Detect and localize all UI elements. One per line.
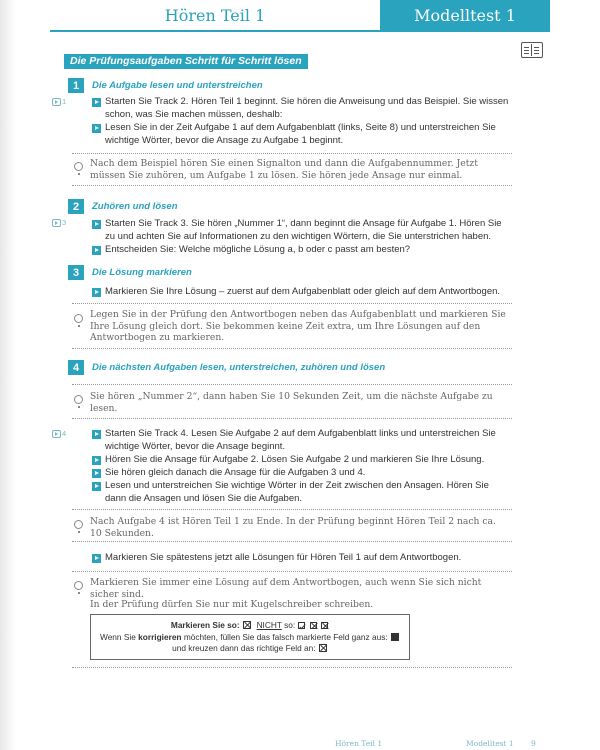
filled-box-icon <box>391 633 399 641</box>
divider <box>72 571 512 572</box>
divider <box>72 418 512 419</box>
divider <box>72 509 512 510</box>
book-icon <box>521 42 543 58</box>
list-item: Starten Sie Track 2. Hören Teil 1 beginnt. Sie hören die Anweisung und das Beispiel. Sie wissen schon, was Sie machen müssen, deshalb: <box>92 96 510 121</box>
arrow-bullet-icon <box>92 288 101 297</box>
divider <box>72 153 512 154</box>
arrow-bullet-icon <box>92 220 101 229</box>
footer-test: Modelltest 1 <box>466 739 514 748</box>
header-test-title: Modelltest 1 <box>414 6 516 25</box>
arrow-bullet-icon <box>92 482 101 491</box>
list-item: Markieren Sie spätestens jetzt alle Lösungen für Hören Teil 1 auf dem Antwortbogen. <box>92 552 510 565</box>
crossed-box-icon <box>310 622 317 629</box>
step-title: Die nächsten Aufgaben lesen, unterstreichen, zuhören und lösen <box>92 362 386 373</box>
arrow-bullet-icon <box>92 469 101 478</box>
divider <box>72 384 512 385</box>
tip-icon <box>74 395 83 404</box>
audio-track-icon: 3 <box>52 219 66 229</box>
divider <box>72 185 512 186</box>
list-item: Sie hören gleich danach die Ansage für die Aufgaben 3 und 4. <box>92 467 510 480</box>
list-item: Markieren Sie Ihre Lösung – zuerst auf dem Aufgabenblatt oder gleich auf dem Antwortbogen. <box>92 286 510 299</box>
step-number: 4 <box>68 360 84 375</box>
header-section-title: Hören Teil 1 <box>164 6 266 25</box>
arrow-bullet-icon <box>92 456 101 465</box>
header-left <box>50 0 380 32</box>
step-3-heading <box>68 265 192 280</box>
arrow-bullet-icon <box>92 554 101 563</box>
tip-icon <box>74 520 83 529</box>
legend-line-1: Markieren Sie so: NICHT so: <box>91 620 409 632</box>
divider <box>72 667 512 668</box>
list-item: Hören Sie die Ansage für Aufgabe 2. Lösen Sie Aufgabe 2 und markieren Sie Ihre Lösung. <box>92 454 510 467</box>
small-cross-box-icon <box>321 622 328 629</box>
arrow-bullet-icon <box>92 98 101 107</box>
step-number: 1 <box>68 78 84 93</box>
tip-text: Markieren Sie immer eine Lösung auf dem Antwortbogen, auch wenn Sie sich nicht sicher sind. <box>90 577 482 600</box>
ticked-box-icon <box>298 622 305 629</box>
list-item: Lesen Sie in der Zeit Aufgabe 1 auf dem Aufgabenblatt (links, Seite 8) und unterstreichen Sie wichtige Wörter, bevor die Ansage zu Aufgabe 1 beginnt. <box>92 122 510 147</box>
arrow-bullet-icon <box>92 246 101 255</box>
crossed-box-icon <box>319 644 327 652</box>
step-title: Die Aufgabe lesen und unterstreichen <box>92 80 263 91</box>
footer-section: Hören Teil 1 <box>335 739 383 748</box>
list-item: Entscheiden Sie: Welche mögliche Lösung a, b oder c passt am besten? <box>92 244 510 257</box>
list-item: Lesen und unterstreichen Sie wichtige Wörter in der Zeit zwischen den Ansagen. Hören Sie dann die Ansagen und lösen Sie die Aufgaben. <box>92 480 510 505</box>
step-title: Die Lösung markieren <box>92 267 192 278</box>
step-title: Zuhören und lösen <box>92 201 178 212</box>
tip-icon <box>74 162 83 171</box>
step-number: 3 <box>68 265 84 280</box>
legend-line-2: Wenn Sie korrigieren möchten, füllen Sie das falsch markierte Feld ganz aus: <box>91 632 409 644</box>
section-banner: Die Prüfungsaufgaben Schritt für Schritt lösen <box>64 54 308 69</box>
page-gutter-shadow <box>0 0 16 750</box>
arrow-bullet-icon <box>92 430 101 439</box>
tip-text: Nach Aufgabe 4 ist Hören Teil 1 zu Ende. In der Prüfung beginnt Hören Teil 2 nach ca. 10 Sekunden. <box>90 516 496 539</box>
tip-icon <box>74 314 83 323</box>
header-right <box>380 0 550 32</box>
divider <box>72 303 512 304</box>
arrow-bullet-icon <box>92 124 101 133</box>
divider <box>72 348 512 349</box>
step-4-heading <box>68 360 385 375</box>
tip-text: Nach dem Beispiel hören Sie einen Signalton und dann die Aufgabennummer. Jetzt müssen Sie zuhören, um Aufgabe 1 zu lösen. Sie hören jede Ansage nur einmal. <box>90 158 478 181</box>
tip-icon <box>74 581 83 590</box>
step-number: 2 <box>68 199 84 214</box>
step-1-heading <box>68 78 263 93</box>
audio-track-icon: 1 <box>52 98 66 108</box>
step-2-heading <box>68 199 178 214</box>
tip-text: Sie hören „Nummer 2“, dann haben Sie 10 Sekunden Zeit, um die nächste Aufgabe zu lesen. <box>90 391 493 414</box>
list-item: Starten Sie Track 4. Lesen Sie Aufgabe 2 auf dem Aufgabenblatt links und unterstreichen Sie wichtige Wörter, bevor die Ansage beginnt. <box>92 428 510 453</box>
header <box>0 0 600 32</box>
crossed-box-icon <box>243 621 251 629</box>
marking-legend-box <box>90 614 410 660</box>
page-number: 9 <box>531 739 536 748</box>
audio-track-icon: 4 <box>52 430 66 440</box>
legend-line-3: und kreuzen dann das richtige Feld an: <box>91 643 409 655</box>
divider <box>72 541 512 542</box>
tip-text: In der Prüfung dürfen Sie nur mit Kugelschreiber schreiben. <box>90 599 374 610</box>
tip-text: Legen Sie in der Prüfung den Antwortbogen neben das Aufgabenblatt und markieren Sie Ihre Lösung gleich dort. Sie bekommen keine Zeit extra, um Ihre Lösungen auf den Antwortbogen zu markieren. <box>90 309 506 343</box>
list-item: Starten Sie Track 3. Sie hören „Nummer 1“, dann beginnt die Ansage für Aufgabe 1. Hören Sie zu und achten Sie auf Informationen zu den wichtigen Wörtern, die Sie unterstrichen haben. <box>92 218 510 243</box>
